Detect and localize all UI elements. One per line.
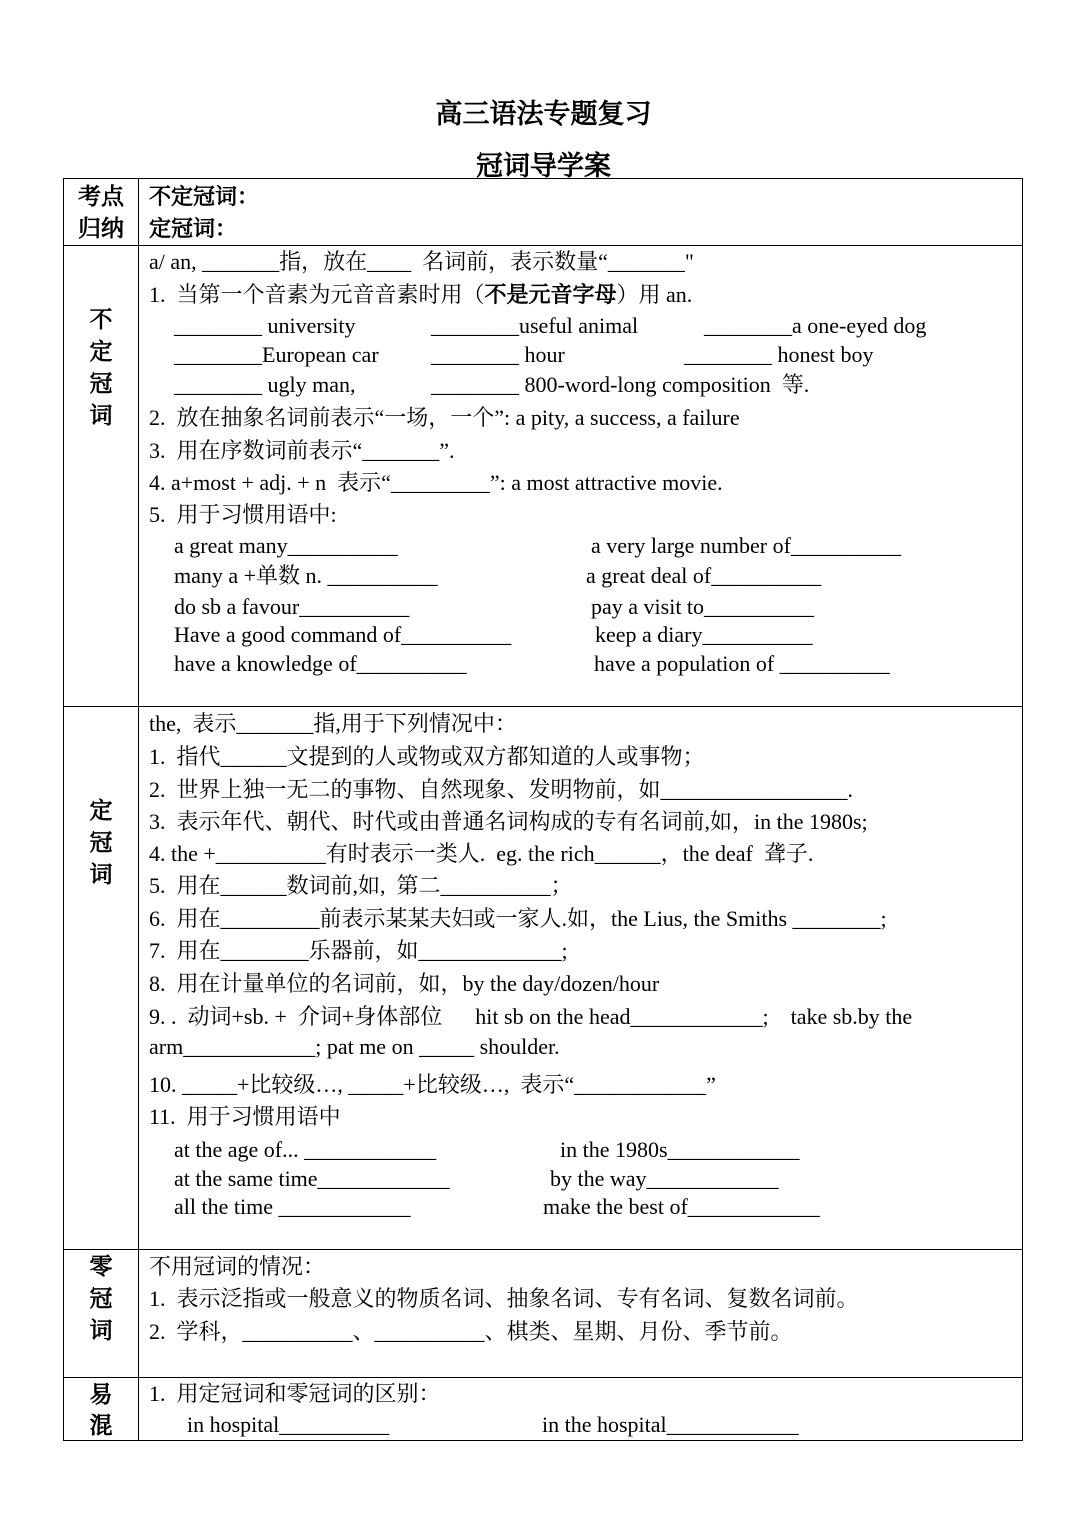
text: ）用 an. [616, 282, 693, 307]
bold-text: 不是元音字母 [484, 282, 617, 307]
grammar-table: 考点 归纳 不定冠词： 定冠词： 不 定 冠 词 a/ an, _______指，放在____ 名词前，表示数量“_______" 1. 当第一个音素为元音音素时用（不是元音字母）用 an. ________ university ________useful animal ________a one-eyed dog ________European car ________ hour ________ honest boy ________ ugly man, ________ 800-word-long composition 等. 2. 放在抽象名词前表示“一场，一个”: a pity, a success, a failure 3. 用在序数词前表示“_______”. 4. a+most + adj. + n 表示“_________”: a most attractive movie. 5. 用于习惯用语中: a great many__________ a very large number of__________ many a +单数 n. __________ a great deal of__________ do sb a favour__________ pay a visit to__________ Have a good command of__________ keep a diary__________ have a knowledge of__________ have a population of __________ 定 冠 词 the, 表示_______指,用于下列情况中： 1. 指代______文提到的人或物或双方都知道的人或事物； 2. 世界上独一无二的事物、自然现象、发明物前，如_________________. 3. 表示年代、朝代、时代或由普通名词构成的专有名词前,如，in the 1980s; 4. the +__________有时表示一类人. eg. the rich______，the deaf 聋子. 5. 用在______数词前,如, 第二__________； 6. 用在_________前表示某某夫妇或一家人.如，the Lius, the Smiths ________; 7. 用在________乐器前，如_____________; 8. 用在计量单位的名词前，如，by the day/dozen/hour 9. . 动词+sb. + 介词+身体部位 hit sb on the head____________; take sb.by the arm____________; pat me on _____ shoulder. 10. _____+比较级…, _____+比较级…, 表示“____________” 11. 用于习惯用语中 at the age of... ____________ in the 1980s____________ at the same time____________ by the way____________ all the time ____________ make the best of____________ 零 冠 词 不用冠词的情况： 1. 表示泛指或一般意义的物质名词、抽象名词、专有名词、复数名词前。 2. 学科，__________、__________、棋类、星期、月份、季节前。 易 混 1. 用定冠词和零冠词的区别： in hospital__________ in the hospital____________ [63, 178, 1023, 1441]
header-definite: 定冠词： [149, 216, 238, 241]
indef-rule-3: 3. 用在序数词前表示“_______”. [149, 438, 455, 463]
def-line: 2. 世界上独一无二的事物、自然现象、发明物前，如_________________. [149, 777, 854, 802]
indef-rule-4: 4. a+most + adj. + n 表示“_________”: a most attractive movie. [149, 470, 723, 495]
idiom-item: in the 1980s____________ [560, 1137, 800, 1162]
idiom-item: do sb a favour__________ [174, 594, 410, 619]
column-divider [138, 179, 139, 1440]
idiom-item: at the age of... ____________ [174, 1137, 437, 1162]
blank-item: ________European car [174, 342, 379, 367]
def-line: 3. 表示年代、朝代、时代或由普通名词构成的专有名词前,如，in the 1980s; [149, 809, 868, 834]
def-line: the, 表示_______指,用于下列情况中： [149, 711, 517, 736]
idiom-item: Have a good command of__________ [174, 622, 512, 647]
indef-rule-1 [149, 282, 692, 308]
blank-item: ________ 800-word-long composition 等. [431, 372, 810, 397]
idiom-item: a very large number of__________ [591, 533, 901, 558]
label-kaodian: 考点 [78, 184, 124, 209]
def-line: 4. the +__________有时表示一类人. eg. the rich______，the deaf 聋子. [149, 841, 814, 866]
def-line: 7. 用在________乐器前，如_____________; [149, 938, 568, 963]
def-line: arm____________; pat me on _____ shoulder. [149, 1034, 560, 1059]
def-line: 5. 用在______数词前,如, 第二__________； [149, 873, 573, 898]
blank-item: ________a one-eyed dog [704, 313, 927, 338]
def-line: 9. . 动词+sb. + 介词+身体部位 hit sb on the head____________; take sb.by the [149, 1004, 913, 1029]
idiom-item: a great many__________ [174, 533, 398, 558]
row-divider [64, 245, 1022, 246]
blank-item: ________ university [174, 313, 356, 338]
blank-item: ________ hour [431, 342, 565, 367]
row-divider [64, 1249, 1022, 1250]
zero-line: 不用冠词的情况： [149, 1254, 326, 1279]
confuse-item: in the hospital____________ [542, 1412, 799, 1437]
idiom-item: have a population of __________ [594, 651, 890, 676]
indef-intro: a/ an, _______指，放在____ 名词前，表示数量“_______" [149, 249, 694, 274]
label-guina: 归纳 [78, 216, 124, 241]
blank-item: ________useful animal [431, 313, 639, 338]
confuse-item: in hospital__________ [187, 1412, 390, 1437]
page-subtitle: 冠词导学案 [476, 151, 611, 181]
zero-line: 1. 表示泛指或一般意义的物质名词、抽象名词、专有名词、复数名词前。 [149, 1286, 859, 1311]
idiom-item: at the same time____________ [174, 1166, 450, 1191]
idiom-item: many a +单数 n. __________ [174, 563, 438, 588]
def-line: 6. 用在_________前表示某某夫妇或一家人.如，the Lius, the Smiths ________; [149, 906, 887, 931]
def-line: 11. 用于习惯用语中 [149, 1104, 341, 1129]
header-indefinite: 不定冠词： [149, 184, 260, 209]
idiom-item: a great deal of__________ [586, 563, 822, 588]
def-line: 10. _____+比较级…, _____+比较级…, 表示“____________” [149, 1072, 716, 1097]
row-divider [64, 706, 1022, 707]
indef-rule-5: 5. 用于习惯用语中: [149, 502, 337, 527]
indef-rule-2: 2. 放在抽象名词前表示“一场，一个”: a pity, a success, a failure [149, 405, 740, 430]
idiom-item: all the time ____________ [174, 1194, 411, 1219]
idiom-item: keep a diary__________ [595, 622, 813, 647]
row-divider [64, 1377, 1022, 1378]
zero-line: 2. 学科，__________、__________、棋类、星期、月份、季节前。 [149, 1319, 793, 1344]
idiom-item: make the best of____________ [543, 1194, 820, 1219]
text: 1. 当第一个音素为元音音素时用（ [149, 282, 485, 307]
idiom-item: have a knowledge of__________ [174, 651, 467, 676]
page-title: 高三语法专题复习 [435, 99, 652, 129]
idiom-item: by the way____________ [550, 1166, 779, 1191]
idiom-item: pay a visit to__________ [591, 594, 815, 619]
def-line: 1. 指代______文提到的人或物或双方都知道的人或事物； [149, 744, 705, 769]
def-line: 8. 用在计量单位的名词前，如，by the day/dozen/hour [149, 971, 660, 996]
blank-item: ________ honest boy [684, 342, 874, 367]
blank-item: ________ ugly man, [174, 372, 356, 397]
confuse-line: 1. 用定冠词和零冠词的区别： [149, 1381, 441, 1406]
